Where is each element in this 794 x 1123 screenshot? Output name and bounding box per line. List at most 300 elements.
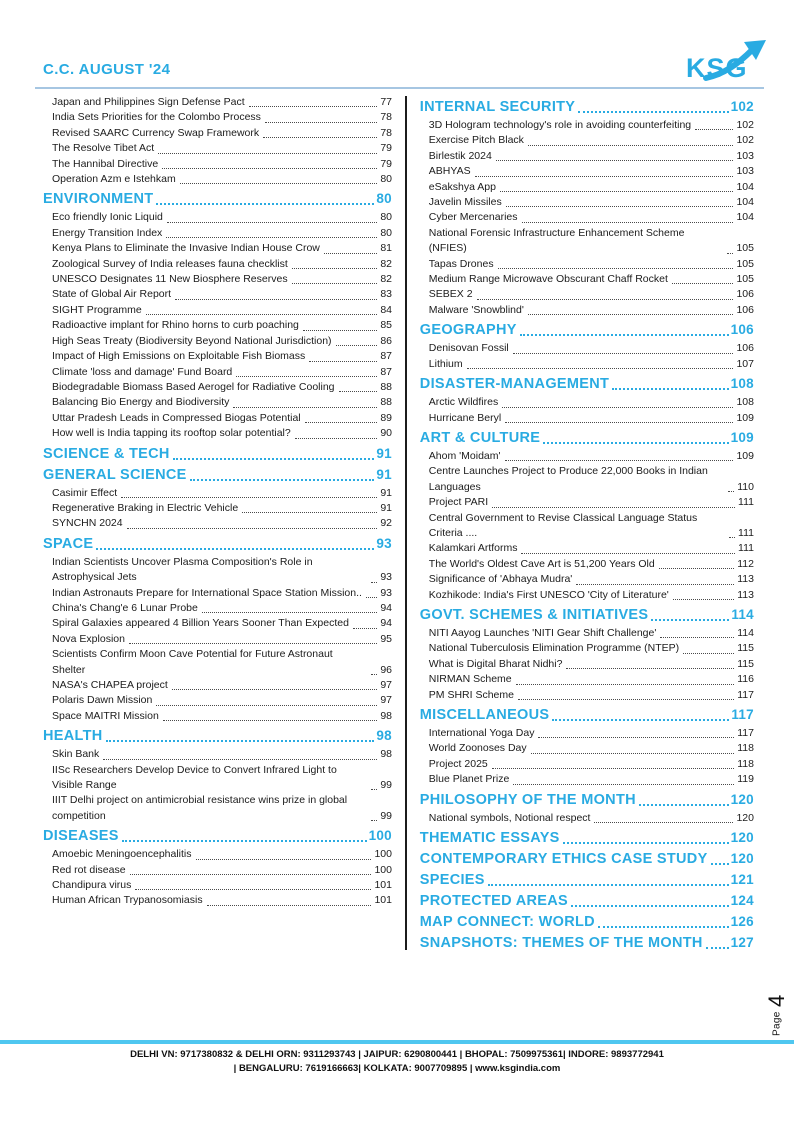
toc-section-label: CONTEMPORARY ETHICS CASE STUDY: [419, 851, 708, 868]
dot-leader: [233, 407, 377, 408]
toc-page-number: 93: [380, 571, 392, 584]
toc-page-number: 96: [380, 663, 392, 676]
toc-entry-label: Hurricane Beryl: [428, 411, 502, 424]
toc-entry-label: Medium Range Microwave Obscurant Chaff Rocket: [428, 273, 668, 286]
toc-entry-row: [420, 641, 754, 656]
toc-page-number: 97: [380, 694, 392, 707]
toc-page-number: 98: [380, 748, 392, 761]
toc-section-row: [420, 606, 754, 624]
toc-page-number: 109: [730, 429, 754, 445]
toc-entry-row: [43, 365, 392, 380]
dot-leader: [236, 376, 377, 377]
toc-entry-row: [420, 272, 754, 287]
table-of-contents: [43, 95, 754, 954]
toc-entry-label: Central Government to Revise Classical Language Status Criteria ....: [428, 511, 698, 539]
toc-entry-row: [43, 349, 392, 364]
toc-entry-row: [420, 226, 754, 257]
dot-leader: [295, 438, 378, 439]
toc-page-number: 127: [730, 935, 754, 951]
toc-entry-row: [43, 157, 392, 172]
toc-page-number: 98: [380, 709, 392, 722]
toc-entry-label: High Seas Treaty (Biodiversity Beyond National Jurisdiction): [52, 334, 332, 347]
toc-entry-label: International Yoga Day: [428, 727, 535, 739]
toc-section-row: [420, 791, 754, 809]
toc-entry-label: Birlestik 2024: [428, 149, 492, 162]
dot-leader: [305, 422, 378, 423]
toc-page-number: 106: [736, 342, 754, 355]
toc-section-row: [420, 706, 754, 724]
footer-contacts-line2: [0, 1062, 794, 1076]
dot-leader: [518, 699, 734, 700]
toc-section-label: MISCELLANEOUS: [419, 707, 550, 723]
dot-leader: [528, 314, 734, 315]
dot-leader: [175, 299, 377, 300]
dot-leader: [672, 283, 734, 284]
toc-page-number: 82: [380, 257, 392, 270]
dot-leader: [520, 334, 729, 336]
toc-section-label: SNAPSHOTS: THEMES OF THE MONTH: [419, 935, 703, 952]
toc-entry-row: [420, 210, 754, 225]
toc-entry-row: [420, 495, 754, 510]
toc-entry-label: Exercise Pitch Black: [428, 134, 524, 147]
dot-leader: [242, 512, 377, 513]
dot-leader: [598, 926, 729, 928]
toc-entry-label: What is Digital Bharat Nidhi?: [428, 657, 563, 670]
toc-page-number: 124: [730, 893, 754, 909]
dot-leader: [683, 653, 734, 654]
toc-entry-label: UNESCO Designates 11 New Biosphere Reserves: [52, 273, 288, 286]
toc-page-number: 121: [730, 872, 754, 888]
toc-entry-label: Ahom 'Moidam': [428, 449, 501, 462]
toc-page-number: 88: [380, 380, 392, 393]
toc-entry-row: [43, 486, 392, 501]
toc-page-number: 100: [374, 863, 392, 876]
toc-section-row: [43, 466, 392, 484]
toc-page-number: 91: [376, 445, 392, 461]
dot-leader: [163, 720, 378, 721]
toc-entry-label: Revised SAARC Currency Swap Framework: [52, 126, 260, 139]
toc-entry-row: [43, 110, 392, 125]
toc-entry-row: [420, 180, 754, 195]
toc-page-number: 104: [736, 196, 754, 209]
toc-page-number: 91: [380, 501, 392, 514]
dot-leader: [122, 840, 367, 842]
toc-page-number: 99: [380, 779, 392, 792]
toc-entry-label: NITI Aayog Launches 'NITI Gear Shift Challenge': [428, 626, 657, 639]
dot-leader: [353, 628, 377, 629]
toc-entry-row: [43, 95, 392, 110]
toc-entry-row: [420, 626, 754, 641]
toc-entry-row: [420, 303, 754, 318]
toc-entry-label: Climate 'loss and damage' Fund Board: [52, 365, 233, 378]
toc-entry-label: Blue Planet Prize: [428, 773, 510, 786]
toc-entry-row: [420, 572, 754, 587]
dot-leader: [496, 160, 734, 161]
dot-leader: [594, 822, 733, 823]
toc-entry-row: [420, 164, 754, 179]
footer-accent-bar: [0, 1040, 794, 1044]
toc-page-number: 90: [380, 427, 392, 440]
toc-entry-label: Denisovan Fossil: [428, 342, 509, 355]
toc-section-label: PROTECTED AREAS: [419, 893, 568, 910]
toc-entry-label: Zoological Survey of India releases fauna checklist: [52, 257, 288, 270]
toc-page-number: 94: [380, 601, 392, 614]
dot-leader: [531, 753, 735, 754]
toc-entry-row: [43, 678, 392, 693]
toc-entry-label: Eco friendly Ionic Liquid: [52, 211, 163, 224]
toc-page-number: 77: [380, 96, 392, 108]
toc-page-number: 94: [380, 617, 392, 630]
toc-page-number: 102: [730, 99, 754, 114]
toc-page-number: 112: [737, 557, 754, 570]
toc-page-number: 98: [376, 728, 392, 744]
toc-entry-label: Tapas Drones: [428, 257, 494, 270]
toc-page-number: 85: [380, 319, 392, 332]
toc-entry-row: [420, 588, 754, 603]
toc-page-number: 80: [380, 226, 392, 239]
footer-contacts-line2-prefix: | BENGALURU: 7619166663| KOLKATA: 9007709895 |: [233, 1063, 476, 1074]
toc-page-number: 78: [380, 126, 392, 139]
toc-section-row: [420, 375, 754, 393]
toc-page-number: 120: [730, 830, 754, 846]
dot-leader: [371, 820, 377, 821]
dot-leader: [173, 458, 375, 460]
dot-leader: [103, 759, 377, 760]
toc-page-number: 120: [736, 811, 754, 824]
dot-leader: [521, 553, 735, 554]
toc-entry-row: [420, 757, 754, 772]
toc-entry-label: SEBEX 2: [428, 288, 473, 301]
toc-entry-row: [43, 616, 392, 631]
toc-page-number: 104: [736, 211, 754, 224]
toc-entry-row: [43, 747, 392, 762]
toc-page-number: 95: [380, 632, 392, 645]
dot-leader: [130, 874, 372, 875]
toc-entry-row: [420, 118, 754, 133]
toc-entry-row: [43, 395, 392, 410]
toc-entry-label: World Zoonoses Day: [428, 742, 527, 755]
toc-entry-label: Cyber Mercenaries: [428, 211, 518, 224]
toc-entry-label: The Hannibal Directive: [52, 157, 159, 170]
toc-page-number: 97: [380, 679, 392, 691]
dot-leader: [292, 268, 378, 269]
toc-page-number: 105: [736, 242, 754, 255]
ksg-logo-text: KSG: [686, 53, 748, 83]
toc-entry-row: [420, 511, 754, 542]
dot-leader: [263, 137, 377, 138]
page-word-label: Page: [771, 1011, 783, 1036]
toc-entry-label: Energy Transition Index: [52, 226, 163, 239]
dot-leader: [158, 153, 377, 154]
toc-page-number: 113: [737, 588, 754, 601]
toc-entry-row: [43, 693, 392, 708]
toc-entry-row: [43, 763, 392, 794]
dot-leader: [571, 905, 729, 907]
toc-page-number: 102: [736, 119, 754, 131]
toc-page-number: 111: [738, 542, 754, 555]
toc-entry-label: Casimir Effect: [52, 486, 118, 499]
toc-entry-label: Spiral Galaxies appeared 4 Billion Years Sooner Than Expected: [52, 617, 349, 630]
toc-page-number: 91: [380, 486, 392, 499]
toc-section-label: ENVIRONMENT: [43, 191, 154, 208]
toc-entry-row: [43, 318, 392, 333]
dot-leader: [728, 491, 734, 492]
toc-section-label: HEALTH: [43, 728, 103, 745]
toc-entry-row: [420, 464, 754, 495]
toc-entry-label: Scientists Confirm Moon Cave Potential for Future Astronaut Shelter: [52, 648, 333, 676]
toc-entry-row: [43, 586, 392, 601]
toc-page-number: 80: [380, 173, 392, 186]
dot-leader: [106, 740, 375, 742]
toc-section-label: INTERNAL SECURITY: [419, 99, 576, 115]
toc-entry-row: [43, 172, 392, 187]
dot-leader: [207, 905, 372, 906]
toc-entry-label: SIGHT Programme: [52, 303, 142, 316]
toc-entry-label: SYNCHN 2024: [52, 517, 123, 530]
dot-leader: [498, 268, 734, 269]
toc-page-number: 109: [736, 411, 754, 424]
dot-leader: [538, 737, 734, 738]
toc-entry-label: How well is India tapping its rooftop solar potential?: [52, 427, 291, 440]
toc-page-number: 93: [380, 586, 392, 599]
toc-page-number: 83: [380, 288, 392, 301]
toc-page-number: 117: [731, 707, 754, 722]
toc-entry-row: [420, 411, 754, 426]
dot-leader: [513, 784, 734, 785]
dot-leader: [522, 222, 734, 223]
toc-section-row: [420, 98, 754, 116]
toc-entry-row: [43, 141, 392, 156]
toc-page-number: 103: [736, 165, 754, 178]
toc-entry-label: National Tuberculosis Elimination Programme (NTEP): [428, 642, 680, 655]
toc-entry-label: Javelin Missiles: [428, 196, 502, 209]
toc-entry-label: Polaris Dawn Mission: [52, 694, 153, 707]
toc-page-number: 80: [376, 191, 392, 207]
toc-entry-row: [420, 133, 754, 148]
toc-entry-label: Project PARI: [428, 496, 489, 509]
dot-leader: [488, 884, 729, 886]
toc-entry-row: [420, 395, 754, 410]
toc-entry-row: [420, 341, 754, 356]
toc-entry-row: [420, 357, 754, 372]
dot-leader: [475, 176, 734, 177]
toc-page-number: 100: [374, 848, 392, 861]
toc-entry-row: [420, 257, 754, 272]
toc-entry-label: Significance of 'Abhaya Mudra': [428, 573, 573, 586]
ksg-logo: [676, 40, 768, 86]
toc-page-number: 119: [737, 773, 754, 786]
toc-entry-row: [43, 709, 392, 724]
toc-page-number: 81: [380, 242, 392, 255]
dot-leader: [467, 368, 734, 369]
toc-entry-label: IIIT Delhi project on antimicrobial resistance wins prize in global competition: [52, 794, 348, 822]
toc-page-number: 115: [737, 657, 754, 670]
toc-entry-label: IISc Researchers Develop Device to Convert Infrared Light to Visible Range: [52, 763, 337, 792]
toc-page-number: 109: [736, 449, 754, 462]
toc-page-number: 110: [737, 480, 754, 493]
toc-entry-row: [43, 411, 392, 426]
toc-entry-row: [43, 272, 392, 287]
toc-page-number: 93: [376, 535, 392, 551]
toc-entry-label: Japan and Philippines Sign Defense Pact: [52, 96, 245, 108]
toc-entry-label: eSakshya App: [428, 180, 496, 193]
toc-entry-row: [43, 516, 392, 531]
toc-page-number: 103: [736, 149, 754, 162]
toc-entry-row: [43, 501, 392, 516]
toc-page-number: 115: [737, 642, 754, 655]
toc-entry-label: Biodegradable Biomass Based Aerogel for Radiative Cooling: [52, 380, 335, 393]
toc-entry-row: [43, 555, 392, 586]
column-divider-line: [405, 96, 407, 950]
toc-entry-row: [420, 688, 754, 703]
dot-leader: [135, 889, 371, 890]
toc-page-number: 117: [737, 688, 754, 701]
toc-page-number: 104: [736, 180, 754, 193]
toc-section-row: [420, 850, 754, 868]
toc-page-number: 106: [730, 322, 754, 338]
toc-page-number: 107: [736, 357, 754, 370]
toc-entry-label: India Sets Priorities for the Colombo Process: [52, 111, 261, 124]
dot-leader: [292, 283, 378, 284]
toc-section-label: DISASTER-MANAGEMENT: [419, 376, 610, 393]
dot-leader: [146, 314, 378, 315]
toc-entry-label: Lithium: [428, 357, 463, 370]
toc-page-number: 114: [731, 606, 754, 622]
toc-page-number: 117: [737, 727, 754, 739]
dot-leader: [172, 689, 378, 690]
dot-leader: [673, 599, 734, 600]
dot-leader: [309, 361, 377, 362]
toc-entry-row: [420, 557, 754, 572]
toc-entry-label: Kenya Plans to Eliminate the Invasive Indian House Crow: [52, 242, 320, 255]
dot-leader: [180, 183, 378, 184]
dot-leader: [492, 768, 734, 769]
toc-section-row: [43, 535, 392, 553]
dot-leader: [513, 353, 734, 354]
dot-leader: [167, 222, 377, 223]
toc-section-label: GOVT. SCHEMES & INITIATIVES: [419, 606, 649, 623]
toc-page-number: 100: [368, 828, 392, 844]
toc-entry-row: [43, 426, 392, 441]
toc-page-number: 118: [737, 757, 754, 770]
dot-leader: [156, 705, 377, 706]
toc-page-number: 108: [730, 376, 754, 392]
header-divider-rule: [35, 87, 764, 89]
toc-entry-row: [43, 647, 392, 678]
page-title: C.C. AUGUST '24: [43, 61, 171, 78]
dot-leader: [196, 859, 372, 860]
toc-entry-row: [43, 847, 392, 862]
toc-entry-row: [43, 334, 392, 349]
toc-entry-label: Indian Astronauts Prepare for International Space Station Mission..: [52, 586, 362, 599]
toc-entry-label: The Resolve Tibet Act: [52, 142, 155, 155]
toc-entry-label: Operation Azm e Istehkam: [52, 173, 176, 186]
dot-leader: [336, 345, 378, 346]
dot-leader: [502, 407, 733, 408]
toc-page-number: 126: [730, 914, 754, 930]
toc-entry-label: PM SHRI Scheme: [428, 688, 514, 701]
toc-page-number: 102: [736, 134, 754, 147]
toc-page-number: 99: [380, 809, 392, 822]
toc-entry-label: Chandipura virus: [52, 879, 132, 892]
toc-section-row: [43, 727, 392, 745]
dot-leader: [129, 643, 377, 644]
toc-entry-label: Impact of High Emissions on Exploitable Fish Biomass: [52, 350, 306, 363]
toc-entry-row: [43, 287, 392, 302]
toc-page-number: 92: [380, 517, 392, 530]
page-number-sidebar: [764, 972, 790, 1036]
dot-leader: [578, 111, 728, 113]
dot-leader: [121, 497, 377, 498]
dot-leader: [727, 253, 733, 254]
toc-entry-row: [43, 257, 392, 272]
toc-section-row: [420, 829, 754, 847]
toc-page-number: 101: [374, 879, 392, 892]
toc-entry-row: [420, 672, 754, 687]
website-link[interactable]: www.ksgindia.com: [475, 1063, 561, 1074]
toc-section-label: THEMATIC ESSAYS: [419, 830, 560, 847]
toc-page-number: 114: [737, 626, 754, 639]
toc-page-number: 113: [737, 573, 754, 586]
dot-leader: [156, 203, 374, 205]
toc-entry-label: National Forensic Infrastructure Enhancement Scheme (NFIES): [428, 226, 685, 255]
toc-section-label: SPACE: [43, 535, 94, 552]
toc-entry-row: [420, 287, 754, 302]
toc-entry-row: [420, 149, 754, 164]
toc-section-row: [420, 429, 754, 447]
toc-entry-row: [43, 793, 392, 824]
dot-leader: [516, 684, 735, 685]
toc-page-number: 87: [380, 365, 392, 378]
toc-entry-label: Indian Scientists Uncover Plasma Composition's Role in Astrophysical Jets: [52, 555, 313, 584]
toc-entry-row: [420, 772, 754, 787]
toc-page-number: 108: [736, 396, 754, 409]
toc-entry-label: NIRMAN Scheme: [428, 673, 512, 686]
toc-entry-row: [420, 657, 754, 672]
toc-entry-label: Arctic Wildfires: [428, 396, 499, 409]
toc-entry-label: Space MAITRI Mission: [52, 709, 159, 722]
toc-entry-label: NASA's CHAPEA project: [52, 679, 168, 691]
dot-leader: [566, 668, 734, 669]
dot-leader: [371, 674, 377, 675]
toc-entry-label: Kalamkari Artforms: [428, 542, 518, 555]
toc-section-row: [420, 913, 754, 931]
footer-contacts: [0, 1048, 794, 1076]
toc-section-row: [43, 827, 392, 845]
dot-leader: [166, 237, 377, 238]
toc-entry-label: Red rot disease: [52, 863, 126, 876]
toc-entry-row: [43, 380, 392, 395]
toc-page-number: 79: [380, 157, 392, 170]
toc-page-number: 105: [736, 257, 754, 270]
dot-leader: [639, 804, 729, 806]
toc-entry-row: [43, 241, 392, 256]
toc-entry-label: Project 2025: [428, 757, 488, 770]
toc-entry-row: [43, 601, 392, 616]
toc-page-number: 101: [374, 894, 392, 907]
toc-entry-label: Kozhikode: India's First UNESCO 'City of Literature': [428, 588, 669, 601]
toc-page-number: 120: [730, 791, 754, 807]
toc-page-number: 89: [380, 411, 392, 424]
toc-entry-row: [420, 726, 754, 741]
toc-entry-label: The World's Oldest Cave Art is 51,200 Years Old: [428, 557, 655, 570]
toc-page-number: 87: [380, 350, 392, 363]
toc-entry-label: Malware 'Snowblind': [428, 303, 524, 316]
toc-entry-row: [43, 210, 392, 225]
dot-leader: [96, 548, 374, 550]
toc-entry-row: [43, 878, 392, 893]
dot-leader: [127, 528, 378, 529]
